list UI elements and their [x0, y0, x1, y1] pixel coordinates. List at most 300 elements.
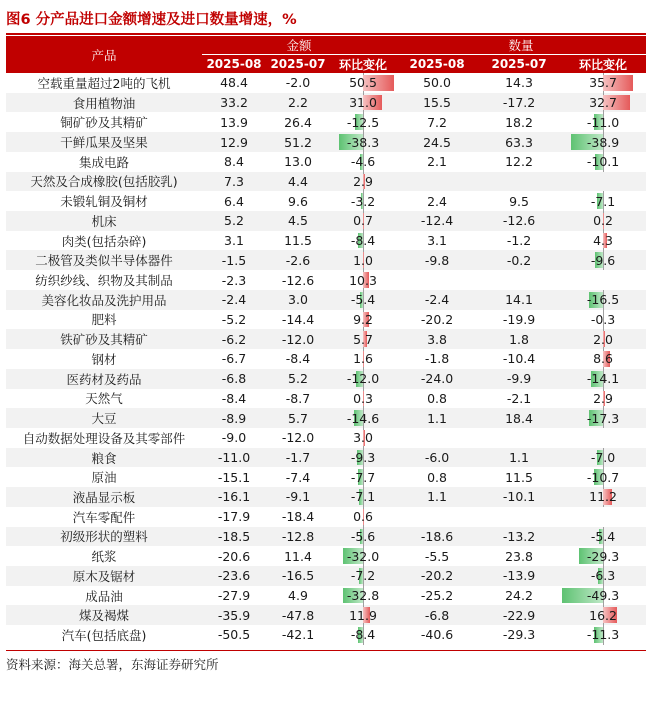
table-row: [6, 250, 646, 270]
amount-mom-value: -8.4: [350, 233, 376, 249]
quantity-2025-08-cell: 1.1: [396, 408, 478, 428]
header-quantity-2025-08: 2025-08: [396, 55, 478, 74]
amount-mom-bar-cell: [330, 349, 396, 369]
quantity-mom-value: -29.3: [586, 548, 620, 564]
quantity-2025-07-cell: 18.2: [505, 114, 533, 130]
amount-mom-value: -7.7: [350, 469, 376, 485]
product-name-cell: 干鲜瓜果及坚果: [6, 132, 202, 152]
quantity-mom-value: 2.0: [593, 331, 613, 347]
amount-2025-08-cell: 12.9: [202, 132, 266, 152]
title-divider: [6, 33, 646, 35]
amount-2025-08-cell: -35.9: [202, 605, 266, 625]
quantity-2025-07-cell: -13.9: [478, 566, 560, 586]
table-row: [6, 448, 646, 468]
quantity-mom-bar-cell: [560, 467, 646, 487]
table-row: [6, 329, 646, 349]
amount-2025-08-cell: -8.4: [221, 390, 247, 406]
amount-2025-08-cell: -2.3: [221, 272, 247, 288]
product-name-cell: 大豆: [6, 408, 202, 428]
table-row: [6, 566, 646, 586]
quantity-2025-07-cell: [478, 428, 560, 448]
amount-2025-07-cell: 3.0: [266, 290, 330, 310]
amount-2025-07-cell: -12.8: [266, 527, 330, 547]
amount-mom-bar-cell: [330, 93, 396, 113]
table-row: [6, 507, 646, 527]
quantity-2025-07-cell: -2.1: [506, 390, 532, 406]
amount-2025-07-cell: -18.4: [281, 509, 315, 525]
product-name-cell: 天然气: [85, 391, 123, 407]
table-row: [6, 389, 646, 409]
amount-2025-08-cell: 3.1: [224, 233, 244, 249]
quantity-2025-08-cell: 2.1: [427, 154, 447, 170]
quantity-2025-08-cell: -5.5: [424, 548, 450, 564]
amount-2025-07-cell: -12.0: [266, 329, 330, 349]
product-name-cell: 机床: [6, 211, 202, 231]
header-quantity-mom: 环比变化: [560, 55, 646, 74]
figure-title: 图6 分产品进口金额增速及进口数量增速，%: [6, 12, 297, 28]
table-row: [6, 527, 646, 547]
quantity-mom-bar-cell: [560, 389, 646, 409]
quantity-2025-07-cell: [478, 507, 560, 527]
quantity-mom-bar-cell: [560, 527, 646, 547]
quantity-2025-08-cell: -18.6: [396, 527, 478, 547]
amount-mom-value: -5.6: [350, 528, 376, 544]
quantity-2025-07-cell: 1.8: [478, 329, 560, 349]
amount-mom-value: -32.0: [346, 548, 380, 564]
quantity-mom-bar-cell: [560, 448, 646, 468]
quantity-mom-value: 4.3: [593, 233, 613, 249]
quantity-2025-08-cell: 0.8: [427, 390, 447, 406]
quantity-2025-08-cell: -6.0: [396, 448, 478, 468]
quantity-2025-07-cell: 14.3: [505, 75, 533, 91]
product-name-cell: 铜矿砂及其精矿: [60, 115, 148, 131]
amount-mom-bar-cell: [330, 329, 396, 349]
amount-mom-value: 3.0: [353, 430, 373, 446]
table-body: [6, 73, 646, 645]
amount-mom-bar-cell: [330, 625, 396, 645]
quantity-mom-value: -9.6: [590, 252, 616, 268]
amount-mom-value: -4.6: [350, 154, 376, 170]
amount-mom-bar-cell: [330, 467, 396, 487]
quantity-2025-07-cell: -19.9: [502, 311, 536, 327]
amount-mom-bar-cell: [330, 566, 396, 586]
quantity-mom-value: 16.2: [589, 607, 617, 623]
amount-mom-value: 0.3: [353, 390, 373, 406]
quantity-2025-07-cell: -0.2: [478, 250, 560, 270]
amount-2025-07-cell: -12.6: [281, 272, 315, 288]
quantity-mom-value: -10.1: [586, 154, 620, 170]
amount-mom-bar-cell: [330, 310, 396, 330]
product-name-cell: 二极管及类似半导体器件: [6, 250, 202, 270]
header-group-amount: 金额: [202, 36, 396, 55]
quantity-mom-value: 35.7: [589, 75, 617, 91]
product-name-cell: 煤及褐煤: [6, 605, 202, 625]
quantity-2025-08-cell: -25.2: [420, 588, 454, 604]
amount-mom-value: -3.2: [350, 193, 376, 209]
quantity-mom-value: -6.3: [590, 568, 616, 584]
amount-2025-07-cell: 4.5: [266, 211, 330, 231]
amount-mom-value: -7.1: [350, 489, 376, 505]
quantity-mom-bar-cell: [560, 231, 646, 251]
quantity-mom-bar-cell: [560, 290, 646, 310]
amount-mom-bar-cell: [330, 132, 396, 152]
header-amount-mom: 环比变化: [330, 55, 396, 74]
product-name-cell: 纸浆: [91, 549, 117, 565]
quantity-mom-bar-cell: [560, 408, 646, 428]
amount-2025-08-cell: 13.9: [220, 114, 248, 130]
quantity-2025-07-cell: 9.5: [509, 193, 529, 209]
quantity-2025-08-cell: [396, 172, 478, 192]
quantity-mom-bar-cell: [560, 586, 646, 606]
table-row: [6, 231, 646, 251]
amount-mom-bar-cell: [330, 527, 396, 547]
quantity-mom-value: -49.3: [586, 588, 620, 604]
amount-mom-bar-cell: [330, 605, 396, 625]
quantity-mom-bar-cell: [560, 566, 646, 586]
quantity-2025-08-cell: -6.8: [396, 605, 478, 625]
table-row: [6, 349, 646, 369]
amount-mom-bar-cell: [330, 191, 396, 211]
table-row: [6, 93, 646, 113]
quantity-2025-08-cell: 3.8: [396, 329, 478, 349]
amount-2025-08-cell: -15.1: [217, 469, 251, 485]
amount-2025-08-cell: 5.2: [202, 211, 266, 231]
quantity-mom-value: -5.4: [590, 528, 616, 544]
amount-2025-08-cell: -6.7: [221, 351, 247, 367]
table-row: [6, 290, 646, 310]
table-row: [6, 487, 646, 507]
quantity-mom-bar-cell: [560, 270, 646, 290]
amount-2025-08-cell: 6.4: [224, 193, 244, 209]
amount-mom-value: 31.0: [349, 95, 377, 111]
amount-mom-value: 10.3: [349, 272, 377, 288]
quantity-mom-value: 11.2: [589, 489, 617, 505]
product-name-cell: 未锻轧铜及铜材: [60, 194, 148, 210]
quantity-mom-value: -7.0: [590, 450, 616, 466]
quantity-mom-value: -7.1: [590, 193, 616, 209]
quantity-mom-bar-cell: [560, 349, 646, 369]
table-row: [6, 132, 646, 152]
amount-mom-bar-cell: [330, 211, 396, 231]
product-name-cell: 汽车(包括底盘): [61, 627, 147, 643]
amount-mom-bar-cell: [330, 290, 396, 310]
amount-2025-07-cell: 9.6: [288, 193, 308, 209]
amount-2025-07-cell: -8.4: [285, 351, 311, 367]
amount-2025-07-cell: -8.7: [285, 390, 311, 406]
product-name-cell: 空载重量超过2吨的飞机: [37, 75, 171, 91]
product-name-cell: 天然及合成橡胶(包括胶乳): [6, 172, 202, 192]
quantity-mom-value: -14.1: [586, 371, 620, 387]
product-name-cell: 铁矿砂及其精矿: [6, 329, 202, 349]
quantity-mom-value: -16.5: [586, 292, 620, 308]
amount-2025-07-cell: -9.1: [266, 487, 330, 507]
amount-2025-08-cell: -50.5: [217, 627, 251, 643]
amount-mom-bar-cell: [330, 231, 396, 251]
quantity-2025-07-cell: -10.1: [478, 487, 560, 507]
quantity-2025-07-cell: [478, 270, 560, 290]
quantity-2025-07-cell: -1.2: [506, 233, 532, 249]
quantity-mom-bar-cell: [560, 310, 646, 330]
quantity-2025-07-cell: [478, 172, 560, 192]
amount-mom-value: -8.4: [350, 627, 376, 643]
amount-2025-08-cell: -23.6: [202, 566, 266, 586]
quantity-2025-07-cell: 18.4: [478, 408, 560, 428]
table-row: [6, 625, 646, 645]
amount-mom-bar-cell: [330, 487, 396, 507]
product-name-cell: 肉类(包括杂碎): [61, 233, 147, 249]
amount-mom-bar-cell: [330, 389, 396, 409]
quantity-mom-value: 0.2: [593, 213, 613, 229]
amount-mom-value: 5.7: [353, 331, 373, 347]
bottom-divider: [6, 650, 646, 651]
quantity-mom-bar-cell: [560, 152, 646, 172]
product-name-cell: 美容化妆品及洗护用品: [6, 290, 202, 310]
quantity-mom-value: -10.7: [586, 469, 620, 485]
product-name-cell: 成品油: [85, 588, 123, 604]
amount-mom-value: 2.9: [353, 173, 373, 189]
amount-2025-08-cell: 33.2: [202, 93, 266, 113]
table-row: [6, 428, 646, 448]
quantity-2025-07-cell: -9.9: [478, 369, 560, 389]
header-group-quantity: 数量: [396, 36, 646, 55]
amount-2025-08-cell: -9.0: [221, 430, 247, 446]
quantity-mom-bar-cell: [560, 112, 646, 132]
quantity-2025-08-cell: -20.2: [420, 311, 454, 327]
product-name-cell: 集成电路: [78, 154, 129, 170]
table-row: [6, 408, 646, 428]
amount-mom-value: -5.4: [350, 292, 376, 308]
table-row: [6, 369, 646, 389]
header-amount-2025-07: 2025-07: [266, 55, 330, 74]
amount-2025-07-cell: -2.6: [266, 250, 330, 270]
amount-mom-value: 11.9: [349, 607, 377, 623]
quantity-mom-bar-cell: [560, 329, 646, 349]
amount-2025-08-cell: -27.9: [217, 588, 251, 604]
amount-2025-08-cell: 48.4: [220, 75, 248, 91]
quantity-mom-value: -38.9: [586, 134, 620, 150]
amount-mom-value: -12.5: [346, 114, 380, 130]
table-row: [6, 152, 646, 172]
quantity-2025-08-cell: 3.1: [427, 233, 447, 249]
amount-mom-value: 0.7: [353, 213, 373, 229]
amount-2025-08-cell: 7.3: [202, 172, 266, 192]
amount-mom-value: -32.8: [346, 588, 380, 604]
quantity-mom-value: 8.6: [593, 351, 613, 367]
amount-mom-value: 0.6: [353, 509, 373, 525]
quantity-mom-value: -0.3: [590, 311, 616, 327]
product-name-cell: 纺织纱线、织物及其制品: [35, 273, 173, 289]
quantity-2025-08-cell: -20.2: [396, 566, 478, 586]
amount-2025-07-cell: 4.4: [266, 172, 330, 192]
amount-mom-value: -14.6: [346, 410, 380, 426]
amount-2025-07-cell: -7.4: [285, 469, 311, 485]
amount-mom-value: 1.6: [353, 351, 373, 367]
product-name-cell: 食用植物油: [6, 93, 202, 113]
import-growth-table: [6, 36, 646, 645]
quantity-2025-08-cell: 24.5: [396, 132, 478, 152]
amount-mom-bar-cell: [330, 172, 396, 192]
quantity-mom-bar-cell: [560, 428, 646, 448]
quantity-mom-bar-cell: [560, 93, 646, 113]
amount-mom-bar-cell: [330, 546, 396, 566]
quantity-2025-08-cell: -24.0: [396, 369, 478, 389]
product-name-cell: 粮食: [6, 448, 202, 468]
amount-2025-07-cell: 26.4: [284, 114, 312, 130]
quantity-2025-07-cell: -13.2: [478, 527, 560, 547]
amount-2025-07-cell: -14.4: [281, 311, 315, 327]
amount-mom-bar-cell: [330, 448, 396, 468]
amount-mom-bar-cell: [330, 369, 396, 389]
quantity-2025-07-cell: -29.3: [502, 627, 536, 643]
quantity-mom-bar-cell: [560, 507, 646, 527]
amount-mom-value: -38.3: [346, 134, 380, 150]
quantity-mom-bar-cell: [560, 250, 646, 270]
table-row: [6, 172, 646, 192]
quantity-mom-bar-cell: [560, 369, 646, 389]
amount-mom-value: -7.2: [350, 568, 376, 584]
table-row: [6, 467, 646, 487]
header-amount-2025-08: 2025-08: [202, 55, 266, 74]
amount-mom-value: -12.0: [346, 371, 380, 387]
amount-2025-07-cell: -16.5: [266, 566, 330, 586]
quantity-mom-bar-cell: [560, 546, 646, 566]
quantity-2025-07-cell: -22.9: [478, 605, 560, 625]
product-name-cell: 液晶显示板: [6, 487, 202, 507]
quantity-mom-bar-cell: [560, 487, 646, 507]
amount-2025-08-cell: -6.2: [202, 329, 266, 349]
table-row: [6, 586, 646, 606]
quantity-2025-08-cell: -2.4: [396, 290, 478, 310]
quantity-2025-07-cell: -10.4: [502, 351, 536, 367]
amount-mom-bar-cell: [330, 428, 396, 448]
quantity-2025-07-cell: 23.8: [505, 548, 533, 564]
quantity-2025-07-cell: 11.5: [505, 469, 533, 485]
quantity-mom-value: -11.3: [586, 627, 620, 643]
quantity-2025-08-cell: 0.8: [427, 469, 447, 485]
quantity-2025-08-cell: [396, 270, 478, 290]
amount-2025-07-cell: 51.2: [266, 132, 330, 152]
amount-mom-value: -9.3: [350, 450, 376, 466]
quantity-2025-07-cell: -12.6: [478, 211, 560, 231]
table-row: [6, 73, 646, 93]
product-name-cell: 原木及锯材: [6, 566, 202, 586]
amount-2025-08-cell: -6.8: [202, 369, 266, 389]
quantity-mom-value: 2.9: [593, 390, 613, 406]
quantity-2025-08-cell: 50.0: [423, 75, 451, 91]
quantity-2025-07-cell: 24.2: [505, 588, 533, 604]
header-product: 产品: [6, 36, 202, 73]
table-row: [6, 112, 646, 132]
quantity-2025-08-cell: 15.5: [396, 93, 478, 113]
product-name-cell: 原油: [91, 470, 117, 486]
amount-2025-08-cell: -20.6: [217, 548, 251, 564]
amount-2025-07-cell: 2.2: [266, 93, 330, 113]
quantity-2025-07-cell: -17.2: [478, 93, 560, 113]
quantity-2025-08-cell: -12.4: [396, 211, 478, 231]
quantity-2025-07-cell: 1.1: [478, 448, 560, 468]
quantity-mom-bar-cell: [560, 73, 646, 93]
amount-2025-07-cell: 5.2: [266, 369, 330, 389]
amount-mom-value: 50.5: [349, 75, 377, 91]
quantity-2025-08-cell: -40.6: [420, 627, 454, 643]
quantity-2025-07-cell: 63.3: [478, 132, 560, 152]
amount-2025-08-cell: -8.9: [202, 408, 266, 428]
amount-mom-value: 9.2: [353, 311, 373, 327]
quantity-2025-07-cell: 12.2: [505, 154, 533, 170]
quantity-mom-bar-cell: [560, 172, 646, 192]
amount-2025-07-cell: 4.9: [288, 588, 308, 604]
quantity-mom-value: 32.7: [589, 95, 617, 111]
amount-2025-08-cell: -16.1: [202, 487, 266, 507]
product-name-cell: 医药材及药品: [6, 369, 202, 389]
product-name-cell: 初级形状的塑料: [6, 527, 202, 547]
product-name-cell: 钢材: [91, 351, 117, 367]
source-note: 资料来源：海关总署，东海证券研究所: [6, 657, 219, 672]
table-row: [6, 310, 646, 330]
amount-mom-bar-cell: [330, 112, 396, 132]
quantity-2025-08-cell: [396, 428, 478, 448]
amount-2025-07-cell: 11.4: [284, 548, 312, 564]
table-row: [6, 211, 646, 231]
amount-2025-08-cell: -1.5: [202, 250, 266, 270]
amount-mom-bar-cell: [330, 408, 396, 428]
amount-mom-bar-cell: [330, 586, 396, 606]
amount-mom-bar-cell: [330, 270, 396, 290]
quantity-mom-bar-cell: [560, 132, 646, 152]
quantity-2025-08-cell: [396, 507, 478, 527]
table-row: [6, 191, 646, 211]
quantity-2025-08-cell: -9.8: [396, 250, 478, 270]
product-name-cell: 肥料: [91, 312, 117, 328]
quantity-2025-07-cell: 14.1: [478, 290, 560, 310]
quantity-mom-bar-cell: [560, 625, 646, 645]
quantity-mom-value: -11.0: [586, 114, 620, 130]
quantity-mom-bar-cell: [560, 211, 646, 231]
product-name-cell: 自动数据处理设备及其零部件: [22, 430, 186, 446]
quantity-mom-bar-cell: [560, 605, 646, 625]
quantity-mom-bar-cell: [560, 191, 646, 211]
amount-2025-07-cell: 13.0: [284, 154, 312, 170]
amount-2025-07-cell: 5.7: [266, 408, 330, 428]
amount-2025-08-cell: 8.4: [224, 154, 244, 170]
amount-mom-bar-cell: [330, 73, 396, 93]
amount-mom-bar-cell: [330, 152, 396, 172]
table-row: [6, 546, 646, 566]
quantity-2025-08-cell: 1.1: [396, 487, 478, 507]
quantity-2025-08-cell: -1.8: [424, 351, 450, 367]
quantity-2025-08-cell: 7.2: [427, 114, 447, 130]
amount-mom-bar-cell: [330, 507, 396, 527]
amount-2025-07-cell: 11.5: [284, 233, 312, 249]
amount-2025-08-cell: -17.9: [217, 509, 251, 525]
header-quantity-2025-07: 2025-07: [478, 55, 560, 74]
amount-mom-value: 1.0: [353, 252, 373, 268]
amount-2025-07-cell: -47.8: [266, 605, 330, 625]
quantity-2025-08-cell: 2.4: [427, 193, 447, 209]
amount-2025-08-cell: -5.2: [221, 311, 247, 327]
amount-2025-07-cell: -12.0: [281, 430, 315, 446]
amount-2025-07-cell: -42.1: [281, 627, 315, 643]
amount-2025-08-cell: -2.4: [202, 290, 266, 310]
amount-2025-08-cell: -11.0: [202, 448, 266, 468]
quantity-mom-value: -17.3: [586, 410, 620, 426]
table-row: [6, 605, 646, 625]
table-row: [6, 270, 646, 290]
amount-2025-07-cell: -1.7: [266, 448, 330, 468]
amount-2025-08-cell: -18.5: [202, 527, 266, 547]
product-name-cell: 汽车零配件: [72, 509, 136, 525]
amount-2025-07-cell: -2.0: [285, 75, 311, 91]
